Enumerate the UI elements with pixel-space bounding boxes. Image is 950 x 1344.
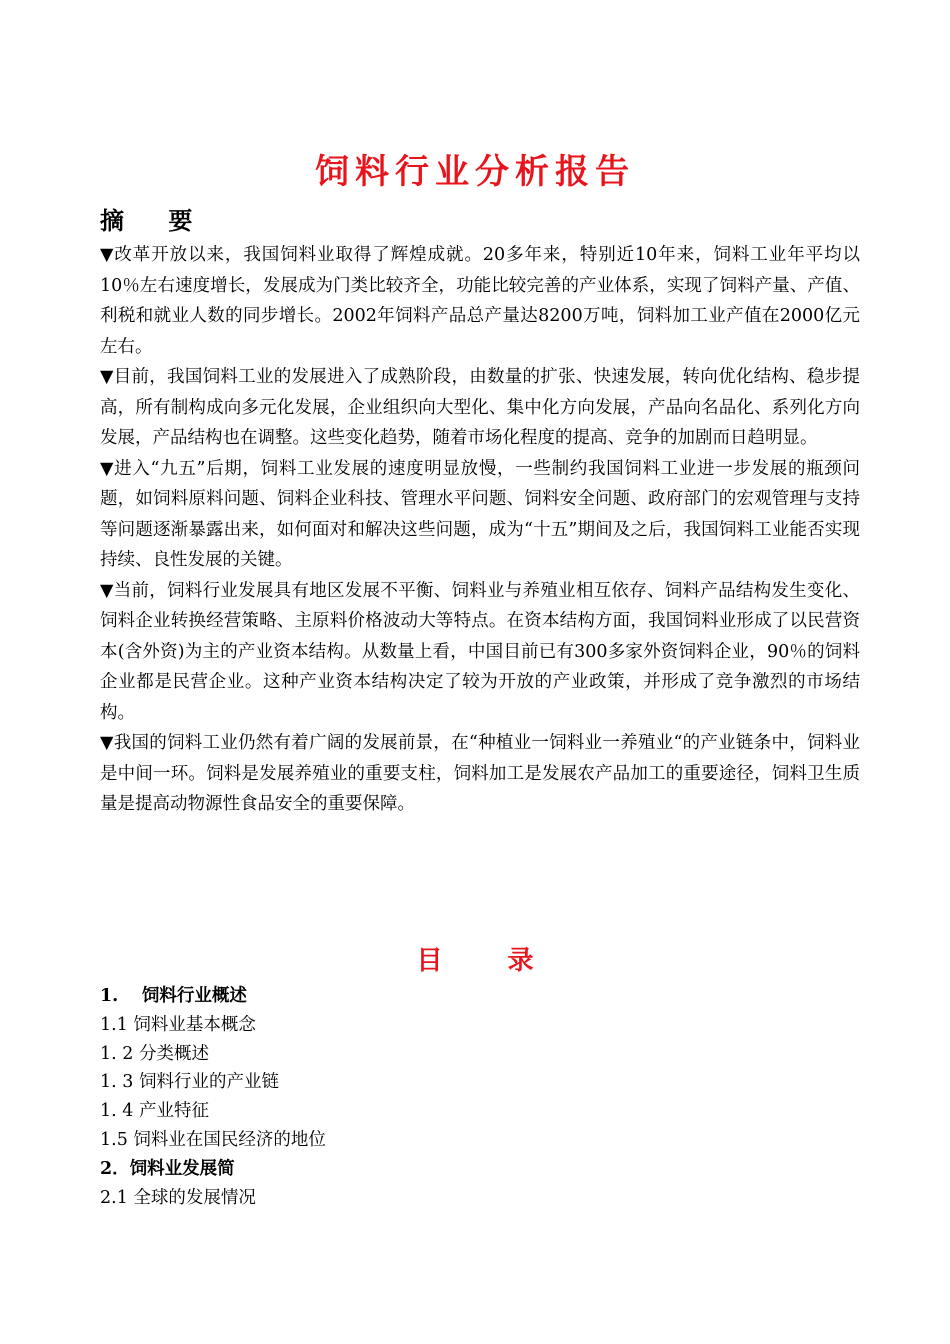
abstract-heading: 摘 要 (100, 207, 211, 235)
table-of-contents (100, 982, 860, 1212)
toc-item[interactable]: 1. 4 产业特征 (100, 1101, 209, 1122)
toc-item[interactable]: 1.5 饲料业在国民经济的地位 (100, 1129, 326, 1150)
toc-item[interactable]: 1. 3 饲料行业的产业链 (100, 1072, 279, 1093)
toc-item[interactable]: 1. 饲料行业概述 (100, 986, 247, 1006)
abstract-body (100, 240, 860, 820)
toc-item[interactable]: 1. 2 分类概述 (100, 1043, 209, 1064)
abstract-paragraph: ▼目前，我国饲料工业的发展进入了成熟阶段，由数量的扩张、快速发展，转向优化结构、稳步提高，所有制构成向多元化发展，企业组织向大型化、集中化方向发展，产品向名品化、系列化方向发展，产品结构也在调整。这些变化趋势，随着市场化程度的提高、竞争的加剧而日趋明显。 (100, 367, 860, 448)
abstract-paragraph: ▼改革开放以来，我国饲料业取得了辉煌成就。20多年来，特别近10年来，饲料工业年平均以10％左右速度增长，发展成为门类比较齐全，功能比较完善的产业体系，实现了饲料产量、产值、利税和就业人数的同步增长。2002年饲料产品总产量达8200万吨，饲料加工业产值在2000亿元左右。 (100, 245, 860, 357)
toc-heading: 目 录 (416, 946, 562, 976)
document-title: 饲料行业分析报告 (315, 152, 635, 192)
abstract-paragraph: ▼进入“九五”后期，饲料工业发展的速度明显放慢，一些制约我国饲料工业进一步发展的瓶颈问题，如饲料原料问题、饲料企业科技、管理水平问题、饲料安全问题、政府部门的宏观管理与支持等问题逐渐暴露出来，如何面对和解决这些问题，成为“十五”期间及之后，我国饲料工业能否实现持续、良性发展的关键。 (100, 458, 860, 570)
abstract-paragraph: ▼当前，饲料行业发展具有地区发展不平衡、饲料业与养殖业相互依存、饲料产品结构发生变化、饲料企业转换经营策略、主原料价格波动大等特点。在资本结构方面，我国饲料业形成了以民营资本(含外资)为主的产业资本结构。从数量上看，中国目前已有300多家外资饲料企业，90％的饲料企业都是民营企业。这种产业资本结构决定了较为开放的产业政策，并形成了竞争激烈的市场结构。 (100, 580, 860, 723)
abstract-paragraph: ▼我国的饲料工业仍然有着广阔的发展前景，在“种植业一饲料业一养殖业“的产业链条中，饲料业是中间一环。饲料是发展养殖业的重要支柱，饲料加工是发展农产品加工的重要途径，饲料卫生质量是提高动物源性食品安全的重要保障。 (100, 733, 860, 814)
toc-item[interactable]: 2.1 全球的发展情况 (100, 1187, 256, 1208)
toc-item[interactable]: 2．饲料业发展简 (100, 1158, 235, 1179)
toc-item[interactable]: 1.1 饲料业基本概念 (100, 1014, 256, 1035)
